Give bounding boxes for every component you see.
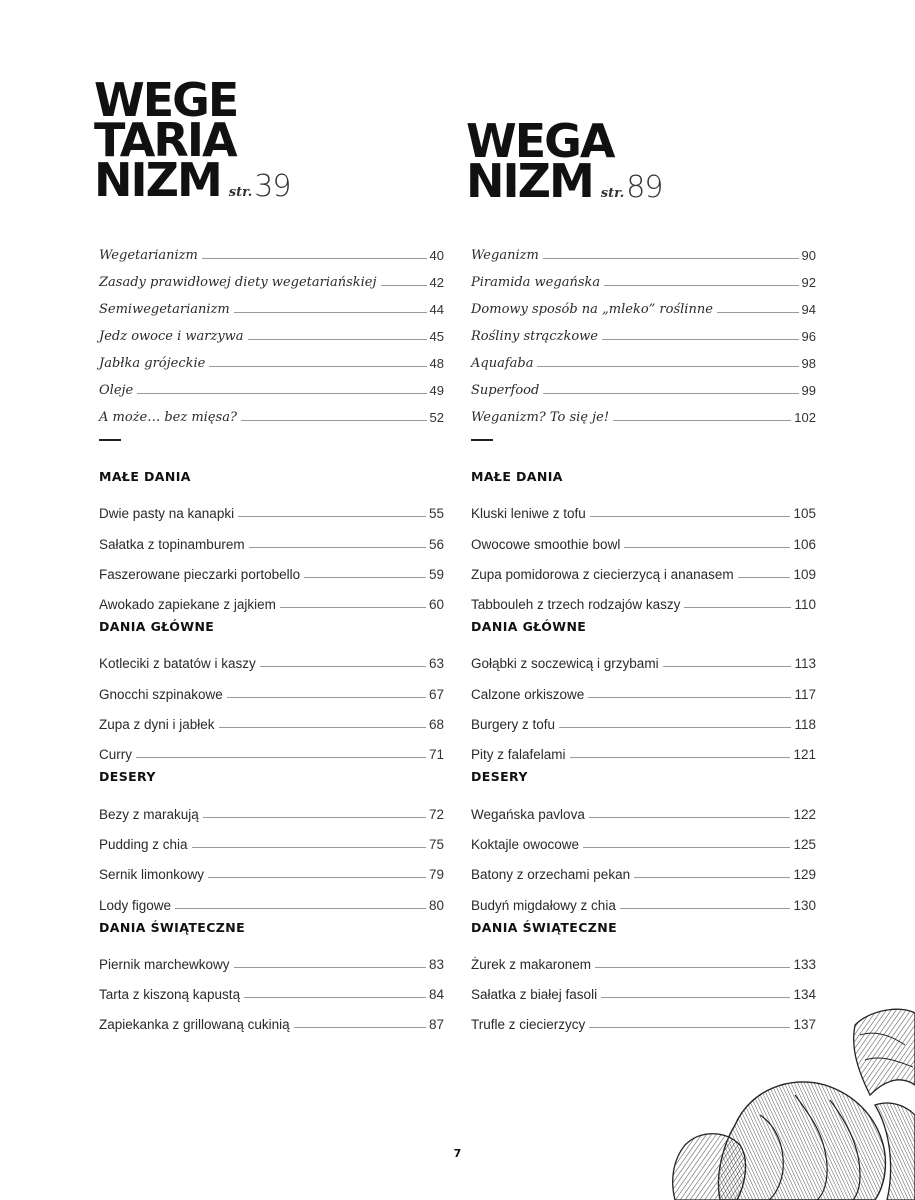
toc-entry-page: 80 bbox=[428, 897, 444, 913]
section-divider bbox=[99, 439, 121, 441]
section-heading: MAŁE DANIA bbox=[471, 469, 563, 484]
toc-entry bbox=[99, 822, 444, 852]
section-heading: DANIA ŚWIĄTECZNE bbox=[99, 919, 246, 935]
title-line: WEGE bbox=[94, 73, 238, 127]
toc-entry bbox=[99, 344, 444, 371]
toc-entry-title: A może… bez mięsa? bbox=[99, 410, 237, 425]
dot-leader bbox=[537, 366, 798, 367]
dot-leader bbox=[192, 847, 426, 848]
dot-leader bbox=[227, 697, 426, 698]
recipe-section bbox=[99, 466, 444, 612]
toc-entry-title: Superfood bbox=[471, 383, 540, 398]
toc-entry-page: 52 bbox=[429, 410, 444, 425]
intro-list bbox=[471, 236, 816, 425]
recipe-section bbox=[99, 766, 444, 912]
toc-entry-page: 44 bbox=[429, 302, 444, 317]
toc-entry-page: 113 bbox=[794, 656, 816, 672]
toc-entry-page: 79 bbox=[428, 867, 444, 883]
recipe-section bbox=[471, 616, 816, 762]
toc-entry bbox=[471, 398, 816, 425]
toc-entry-title: Kotleciki z batatów i kaszy bbox=[99, 656, 256, 672]
toc-entry bbox=[99, 398, 444, 425]
toc-entry-page: 60 bbox=[428, 597, 444, 613]
dot-leader bbox=[738, 577, 791, 578]
toc-entry bbox=[99, 371, 444, 398]
toc-entry bbox=[99, 791, 444, 821]
dot-leader bbox=[588, 697, 791, 698]
dot-leader bbox=[381, 285, 427, 286]
toc-entry bbox=[99, 852, 444, 882]
recipe-sections bbox=[471, 466, 816, 1036]
toc-entry-page: 83 bbox=[428, 956, 444, 972]
toc-entry-page: 84 bbox=[428, 987, 444, 1003]
str-label: str. bbox=[600, 186, 625, 201]
toc-entry-title: Faszerowane pieczarki portobello bbox=[99, 566, 301, 582]
toc-entry bbox=[99, 290, 444, 317]
page-number: 7 bbox=[453, 1147, 462, 1160]
toc-entry-title: Rośliny strączkowe bbox=[471, 329, 598, 344]
toc-entry bbox=[99, 972, 444, 1002]
toc-entry-page: 71 bbox=[428, 747, 444, 763]
toc-entry bbox=[471, 236, 816, 263]
section-divider bbox=[471, 439, 493, 441]
toc-entry-title: Owocowe smoothie bowl bbox=[471, 536, 621, 552]
toc-entry bbox=[99, 732, 444, 762]
dot-leader bbox=[604, 285, 798, 286]
toc-entry bbox=[99, 552, 444, 582]
recipe-section bbox=[99, 616, 444, 762]
toc-entry-title: Curry bbox=[99, 747, 132, 763]
dot-leader bbox=[620, 908, 791, 909]
toc-entry-page: 67 bbox=[428, 686, 444, 702]
toc-entry-title: Żurek z makaronem bbox=[471, 956, 592, 972]
dot-leader bbox=[244, 997, 426, 998]
dot-leader bbox=[663, 666, 792, 667]
toc-entry-page: 92 bbox=[801, 275, 816, 290]
toc-entry-title: Jabłka grójeckie bbox=[99, 356, 206, 371]
section-items bbox=[99, 491, 444, 612]
toc-entry-title: Budyń migdałowy z chia bbox=[471, 897, 616, 913]
dot-leader bbox=[209, 366, 426, 367]
dot-leader bbox=[595, 967, 790, 968]
toc-entry-title: Batony z orzechami pekan bbox=[471, 867, 631, 883]
toc-entry-page: 134 bbox=[793, 987, 816, 1003]
recipe-sections bbox=[99, 466, 444, 1036]
dot-leader bbox=[304, 577, 426, 578]
toc-entry-title: Awokado zapiekane z jajkiem bbox=[99, 597, 276, 613]
section-items bbox=[471, 791, 816, 912]
toc-entry-page: 59 bbox=[428, 566, 444, 582]
dot-leader bbox=[543, 258, 799, 259]
toc-entry-page: 118 bbox=[794, 717, 816, 733]
toc-entry-page: 55 bbox=[428, 506, 444, 522]
toc-entry-title: Weganizm bbox=[471, 248, 539, 263]
dot-leader bbox=[208, 877, 426, 878]
toc-entry-title: Bezy z marakują bbox=[99, 806, 199, 822]
toc-entry bbox=[471, 582, 816, 612]
toc-entry-title: Domowy sposób na „mleko” roślinne bbox=[471, 302, 713, 317]
toc-entry bbox=[99, 263, 444, 290]
section-heading: MAŁE DANIA bbox=[99, 469, 191, 484]
recipe-section bbox=[471, 466, 816, 612]
toc-entry-page: 63 bbox=[428, 656, 444, 672]
toc-entry-title: Tarta z kiszoną kapustą bbox=[99, 987, 241, 1003]
toc-entry-title: Trufle z ciecierzycy bbox=[471, 1017, 586, 1033]
toc-entry bbox=[471, 263, 816, 290]
toc-entry-page: 98 bbox=[801, 356, 816, 371]
toc-entry-page: 72 bbox=[428, 806, 444, 822]
toc-entry bbox=[99, 942, 444, 972]
toc-entry-title: Sałatka z topinamburem bbox=[99, 536, 245, 552]
section-items bbox=[99, 641, 444, 762]
chapter-page-ref bbox=[229, 167, 291, 204]
dot-leader bbox=[684, 607, 791, 608]
toc-entry bbox=[471, 822, 816, 852]
dot-leader bbox=[294, 1027, 426, 1028]
toc-entry-title: Dwie pasty na kanapki bbox=[99, 506, 235, 522]
toc-entry bbox=[99, 671, 444, 701]
dot-leader bbox=[602, 339, 799, 340]
toc-entry-title: Gołąbki z soczewicą i grzybami bbox=[471, 656, 659, 672]
toc-entry bbox=[471, 641, 816, 671]
toc-entry-page: 45 bbox=[429, 329, 444, 344]
toc-entry-page: 99 bbox=[801, 383, 816, 398]
recipe-section bbox=[99, 917, 444, 1033]
toc-entry-title: Wegetarianizm bbox=[99, 248, 198, 263]
toc-entry-title: Zupa pomidorowa z ciecierzycą i ananasem bbox=[471, 566, 734, 582]
toc-entry-title: Burgery z tofu bbox=[471, 717, 556, 733]
dot-leader bbox=[234, 312, 427, 313]
vegetarianism-title bbox=[94, 73, 291, 207]
toc-entry-page: 68 bbox=[428, 717, 444, 733]
dot-leader bbox=[590, 516, 791, 517]
toc-entry bbox=[471, 882, 816, 912]
toc-entry bbox=[99, 582, 444, 612]
chapter-page-ref bbox=[601, 168, 663, 205]
toc-entry-page: 137 bbox=[793, 1017, 816, 1033]
toc-entry-title: Pudding z chia bbox=[99, 836, 188, 852]
dot-leader bbox=[589, 817, 791, 818]
dot-leader bbox=[175, 908, 426, 909]
section-items bbox=[99, 791, 444, 912]
toc-entry-title: Semiwegetarianizm bbox=[99, 302, 230, 317]
section-heading: DESERY bbox=[471, 769, 528, 785]
toc-entry-title: Sałatka z białej fasoli bbox=[471, 987, 598, 1003]
toc-entry bbox=[99, 641, 444, 671]
recipe-section bbox=[471, 766, 816, 912]
toc-entry-title: Sernik limonkowy bbox=[99, 867, 205, 883]
toc-entry-title: Zapiekanka z grillowaną cukinią bbox=[99, 1017, 290, 1033]
dot-leader bbox=[241, 420, 427, 421]
toc-entry bbox=[471, 942, 816, 972]
toc-entry-title: Jedz owoce i warzywa bbox=[99, 329, 244, 344]
toc-entry-title: Gnocchi szpinakowe bbox=[99, 686, 223, 702]
toc-entry-page: 42 bbox=[429, 275, 444, 290]
toc-entry bbox=[99, 317, 444, 344]
section-items bbox=[471, 491, 816, 612]
toc-entry bbox=[471, 317, 816, 344]
toc-entry bbox=[471, 972, 816, 1002]
toc-entry-title: Koktajle owocowe bbox=[471, 836, 580, 852]
dot-leader bbox=[583, 847, 790, 848]
toc-entry-title: Zupa z dyni i jabłek bbox=[99, 717, 215, 733]
toc-entry-page: 117 bbox=[794, 686, 816, 702]
toc-entry-page: 121 bbox=[793, 747, 816, 763]
toc-entry bbox=[471, 552, 816, 582]
toc-entry-page: 129 bbox=[793, 867, 816, 883]
toc-entry-title: Tabbouleh z trzech rodzajów kaszy bbox=[471, 597, 681, 613]
toc-entry bbox=[471, 671, 816, 701]
toc-entry-page: 56 bbox=[428, 536, 444, 552]
toc-entry-page: 133 bbox=[793, 956, 816, 972]
toc-entry-page: 130 bbox=[793, 897, 816, 913]
toc-entry-title: Piramida wegańska bbox=[471, 275, 601, 290]
toc-entry-page: 109 bbox=[793, 566, 816, 582]
title-line: NIZM bbox=[94, 153, 221, 207]
toc-entry-page: 90 bbox=[801, 248, 816, 263]
dot-leader bbox=[634, 877, 790, 878]
dot-leader bbox=[234, 967, 426, 968]
section-heading: DANIA GŁÓWNE bbox=[471, 619, 587, 635]
title-line: WEGA bbox=[466, 114, 614, 168]
toc-entry bbox=[99, 1002, 444, 1032]
toc-entry-page: 40 bbox=[429, 248, 444, 263]
toc-entry-page: 122 bbox=[793, 806, 816, 822]
dot-leader bbox=[137, 393, 426, 394]
dot-leader bbox=[570, 757, 791, 758]
toc-entry-title: Weganizm? To się je! bbox=[471, 410, 610, 425]
dot-leader bbox=[543, 393, 798, 394]
section-heading: DESERY bbox=[99, 769, 156, 785]
toc-entry-page: 105 bbox=[793, 506, 816, 522]
toc-entry-page: 106 bbox=[793, 536, 816, 552]
dot-leader bbox=[717, 312, 799, 313]
str-label: str. bbox=[228, 185, 253, 200]
toc-entry bbox=[471, 732, 816, 762]
intro-list bbox=[99, 236, 444, 425]
section-heading: DANIA GŁÓWNE bbox=[99, 619, 215, 635]
veganism-title bbox=[466, 114, 663, 208]
toc-entry-title: Aquafaba bbox=[471, 356, 534, 371]
vegetable-illustration-icon bbox=[665, 1005, 915, 1200]
toc-entry bbox=[471, 702, 816, 732]
toc-entry bbox=[471, 344, 816, 371]
toc-entry-title: Wegańska pavlova bbox=[471, 806, 585, 822]
dot-leader bbox=[248, 339, 427, 340]
section-items bbox=[99, 942, 444, 1033]
toc-entry bbox=[471, 852, 816, 882]
dot-leader bbox=[136, 757, 426, 758]
toc-entry bbox=[471, 371, 816, 398]
dot-leader bbox=[613, 420, 791, 421]
dot-leader bbox=[624, 547, 790, 548]
toc-entry bbox=[471, 290, 816, 317]
title-line: TARIA bbox=[94, 113, 236, 167]
toc-entry-page: 96 bbox=[801, 329, 816, 344]
toc-entry-page: 102 bbox=[794, 410, 816, 425]
title-line: NIZM bbox=[466, 154, 593, 208]
toc-entry-title: Kluski leniwe z tofu bbox=[471, 506, 586, 522]
toc-entry bbox=[99, 236, 444, 263]
dot-leader bbox=[238, 516, 426, 517]
toc-entry bbox=[471, 791, 816, 821]
toc-entry-title: Calzone orkiszowe bbox=[471, 686, 585, 702]
toc-entry-page: 75 bbox=[428, 836, 444, 852]
toc-entry bbox=[99, 491, 444, 521]
toc-entry-title: Pity z falafelami bbox=[471, 747, 566, 763]
section-heading: DANIA ŚWIĄTECZNE bbox=[471, 919, 618, 935]
toc-entry-page: 94 bbox=[801, 302, 816, 317]
toc-entry bbox=[471, 521, 816, 551]
dot-leader bbox=[219, 727, 426, 728]
dot-leader bbox=[260, 666, 426, 667]
dot-leader bbox=[249, 547, 426, 548]
toc-entry bbox=[99, 702, 444, 732]
toc-entry bbox=[471, 491, 816, 521]
toc-entry bbox=[99, 882, 444, 912]
toc-entry bbox=[99, 521, 444, 551]
toc-entry-page: 110 bbox=[794, 597, 816, 613]
toc-entry-page: 48 bbox=[429, 356, 444, 371]
toc-entry-page: 87 bbox=[428, 1017, 444, 1033]
dot-leader bbox=[601, 997, 790, 998]
toc-entry-title: Piernik marchewkowy bbox=[99, 956, 230, 972]
dot-leader bbox=[559, 727, 791, 728]
toc-entry-title: Oleje bbox=[99, 383, 134, 398]
toc-entry-page: 125 bbox=[793, 836, 816, 852]
dot-leader bbox=[202, 258, 427, 259]
toc-entry-title: Zasady prawidłowej diety wegetariańskiej bbox=[99, 275, 377, 290]
dot-leader bbox=[203, 817, 426, 818]
toc-entry-title: Lody figowe bbox=[99, 897, 172, 913]
dot-leader bbox=[280, 607, 426, 608]
chapter-page-number: 39 bbox=[254, 169, 291, 204]
toc-entry-page: 49 bbox=[429, 383, 444, 398]
section-items bbox=[471, 641, 816, 762]
chapter-page-number: 89 bbox=[626, 170, 663, 205]
